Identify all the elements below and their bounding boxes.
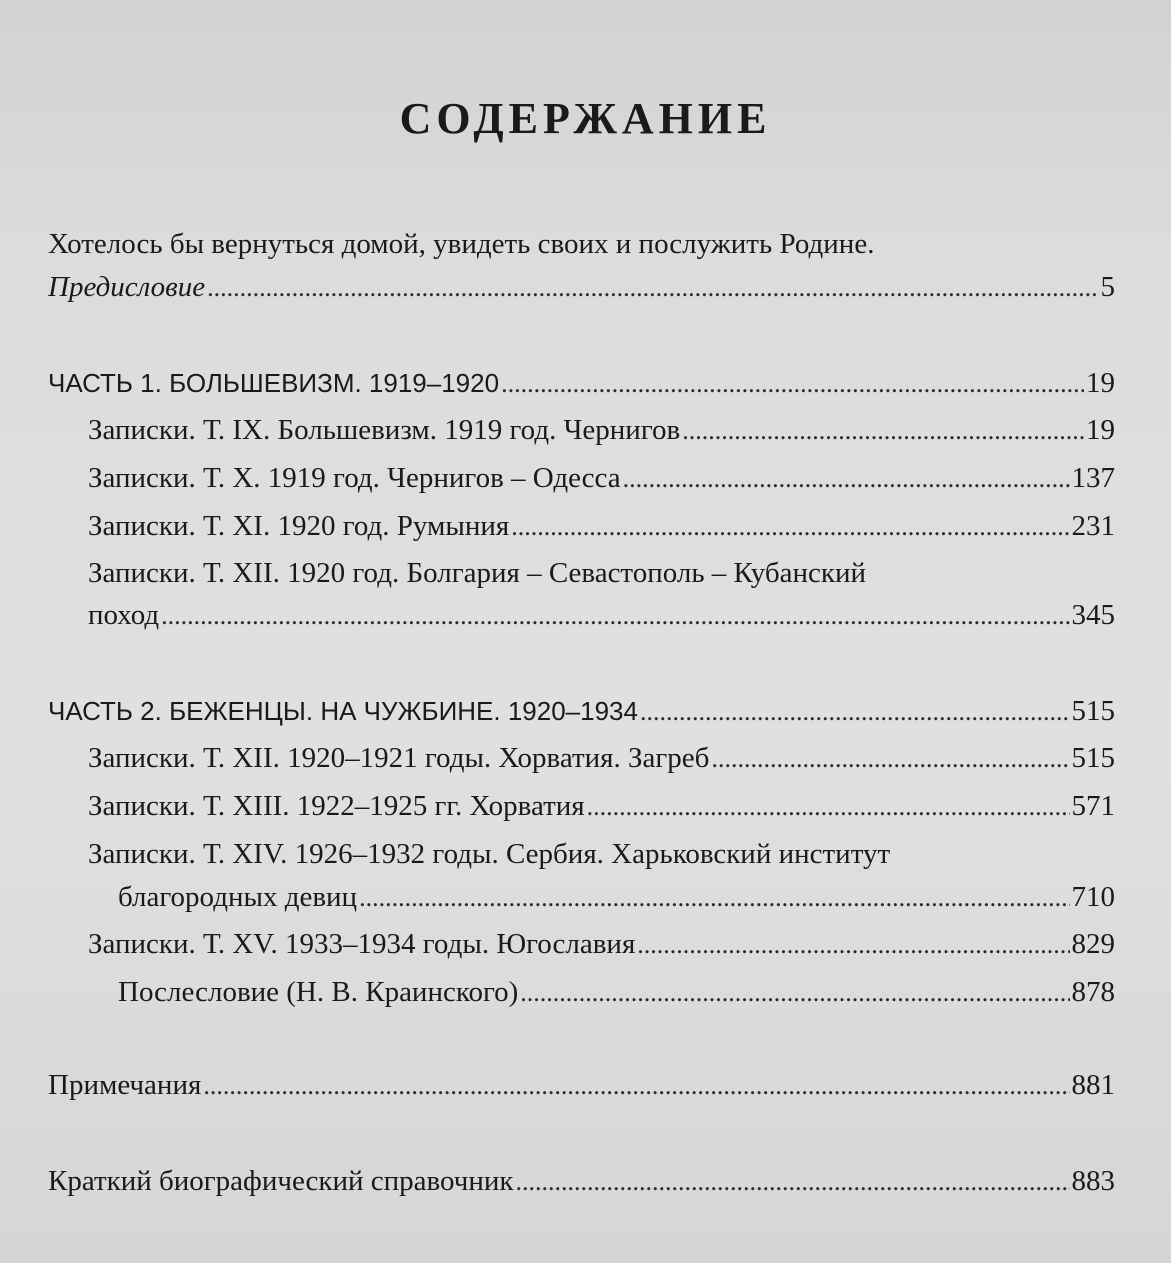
toc-entry-label: Записки. Т. XIII. 1922–1925 гг. Хорватия <box>88 790 585 822</box>
toc-entry-t9[interactable] <box>88 414 1115 447</box>
toc-entry-t14-line1: Записки. Т. XIV. 1926–1932 годы. Сербия. Харьковский институт <box>88 838 891 870</box>
toc-entry-label: ЧАСТЬ 2. БЕЖЕНЦЫ. НА ЧУЖБИНЕ. 1920–1934 <box>48 696 638 726</box>
toc-page-number: 883 <box>1071 1165 1115 1197</box>
toc-entry-t13[interactable] <box>88 790 1115 823</box>
toc-entry-preface[interactable] <box>48 271 1115 304</box>
toc-entry-label: Записки. Т. X. 1919 год. Чернигов – Одесса <box>88 462 621 494</box>
toc-entry-t12a[interactable] <box>88 599 1115 632</box>
leader-dots <box>207 273 1098 303</box>
leader-dots <box>587 792 1070 822</box>
toc-entry-t10[interactable] <box>88 462 1115 495</box>
toc-page-number: 5 <box>1100 271 1115 303</box>
toc-page-number: 571 <box>1071 790 1115 822</box>
toc-entry-t14[interactable] <box>118 881 1115 914</box>
toc-entry-label: Записки. Т. XII. 1920–1921 годы. Хорватия. Загреб <box>88 742 710 774</box>
leader-dots <box>711 744 1069 774</box>
toc-entry-label: поход <box>88 599 160 631</box>
toc-entry-label: Предисловие <box>48 271 206 303</box>
bleed-through-texture <box>40 20 1140 1250</box>
toc-page-number: 19 <box>1086 367 1115 399</box>
toc-entry-bio[interactable] <box>48 1165 1115 1198</box>
toc-page-number: 710 <box>1071 881 1115 913</box>
toc-entry-label: ЧАСТЬ 1. БОЛЬШЕВИЗМ. 1919–1920 <box>48 368 500 398</box>
toc-entry-part1[interactable] <box>48 367 1115 400</box>
toc-entry-label: Записки. Т. XI. 1920 год. Румыния <box>88 510 510 542</box>
toc-page-number: 515 <box>1071 695 1115 727</box>
toc-entry-label: Записки. Т. XV. 1933–1934 годы. Югославия <box>88 928 636 960</box>
toc-entry-label: благородных девиц <box>118 881 358 913</box>
section-heading: Хотелось бы вернуться домой, увидеть своих и послужить Родине. <box>48 228 875 260</box>
leader-dots <box>516 1167 1070 1197</box>
toc-entry-t15[interactable] <box>88 928 1115 961</box>
toc-page-number: 19 <box>1086 414 1115 446</box>
toc-entry-afterword[interactable] <box>118 976 1115 1009</box>
toc-entry-notes[interactable] <box>48 1069 1115 1102</box>
leader-dots <box>637 930 1069 960</box>
toc-page-number: 137 <box>1071 462 1115 494</box>
toc-entry-label: Послесловие (Н. В. Краинского) <box>118 976 519 1008</box>
leader-dots <box>203 1071 1069 1101</box>
leader-dots <box>640 697 1070 727</box>
leader-dots <box>359 883 1069 913</box>
toc-entry-t12b[interactable] <box>88 742 1115 775</box>
toc-page-number: 878 <box>1071 976 1115 1008</box>
leader-dots <box>682 416 1084 446</box>
leader-dots <box>501 369 1084 399</box>
toc-page-number: 829 <box>1071 928 1115 960</box>
toc-page-number: 231 <box>1071 510 1115 542</box>
toc-entry-t12a-line1: Записки. Т. XII. 1920 год. Болгария – Севастополь – Кубанский <box>88 557 866 589</box>
toc-page-number: 345 <box>1071 599 1115 631</box>
page-title: СОДЕРЖАНИЕ <box>399 94 772 143</box>
toc-page-number: 515 <box>1071 742 1115 774</box>
leader-dots <box>161 601 1069 631</box>
leader-dots <box>511 512 1069 542</box>
toc-entry-label: Примечания <box>48 1069 202 1101</box>
toc-entry-label: Краткий биографический справочник <box>48 1165 514 1197</box>
toc-entry-t11[interactable] <box>88 510 1115 543</box>
leader-dots <box>623 464 1070 494</box>
toc-entry-part2[interactable] <box>48 695 1115 728</box>
leader-dots <box>520 978 1069 1008</box>
toc-entry-label: Записки. Т. IX. Большевизм. 1919 год. Чернигов <box>88 414 681 446</box>
toc-page-number: 881 <box>1071 1069 1115 1101</box>
